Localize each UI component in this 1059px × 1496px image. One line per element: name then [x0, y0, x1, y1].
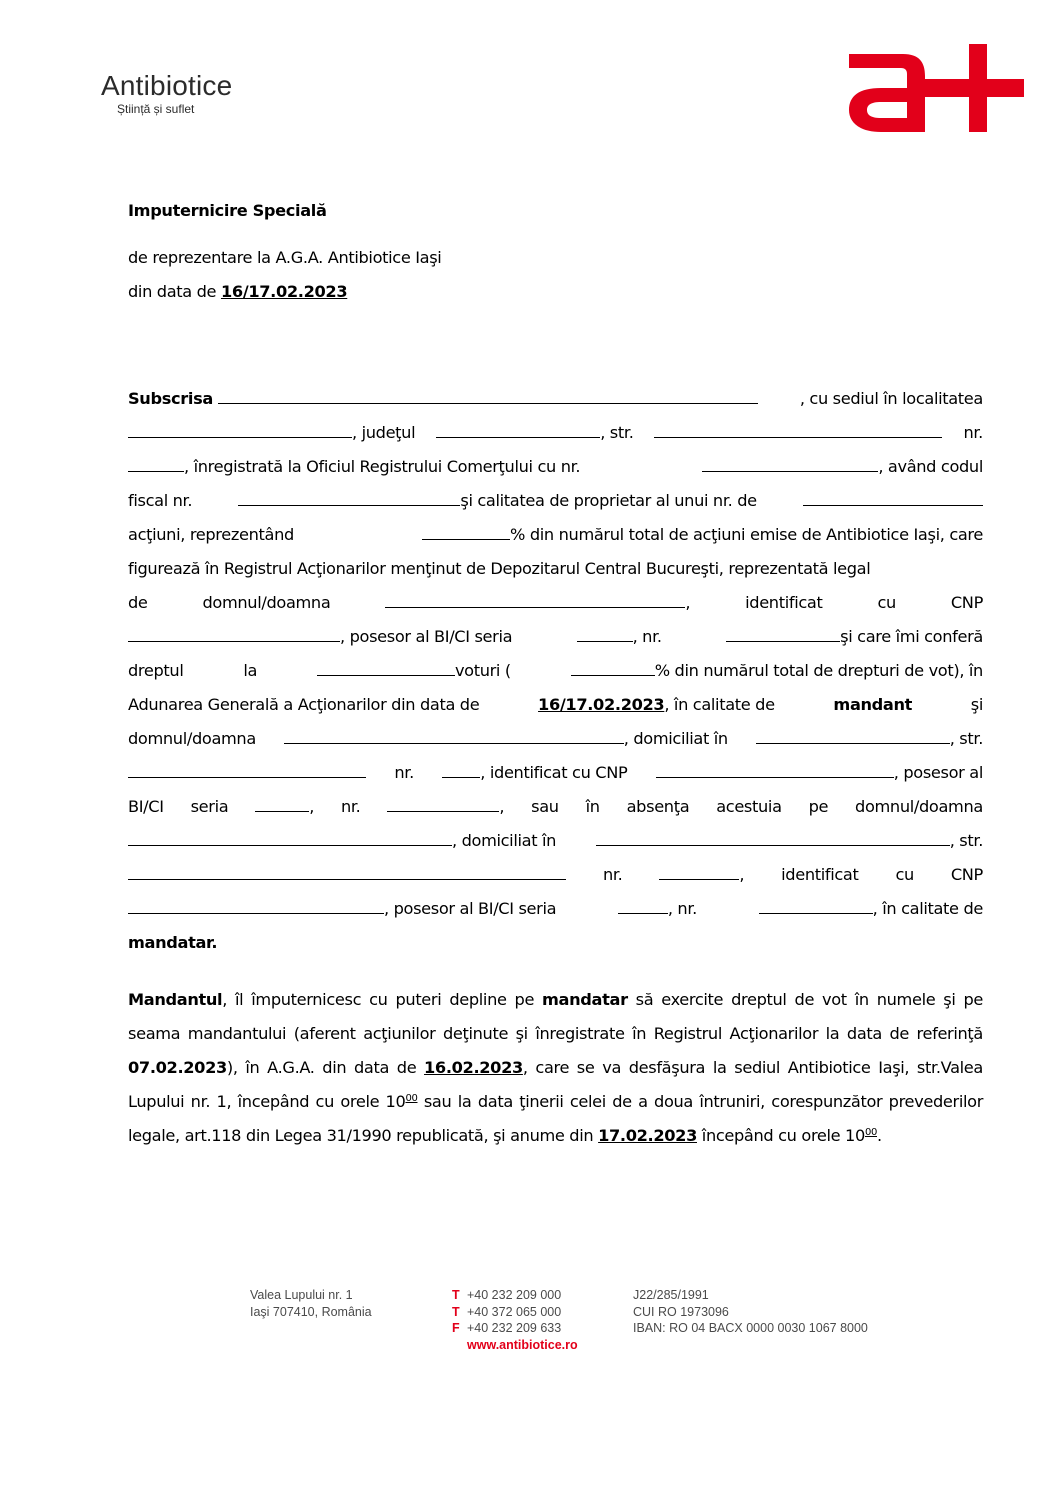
form-text: şi calitatea de proprietar al unui nr. de: [460, 491, 757, 510]
mandatar-street-field[interactable]: [128, 763, 366, 778]
street-field[interactable]: [654, 423, 942, 438]
substitute-domicile-field[interactable]: [596, 831, 950, 846]
document-title: Imputernicire Specială: [128, 201, 327, 220]
meeting-date: 16/17.02.2023: [538, 695, 665, 714]
fax-label: F: [452, 1321, 460, 1335]
form-text: BI/CI: [128, 797, 164, 816]
form-text: , domiciliat în: [452, 831, 557, 850]
mandantul-label: Mandantul: [128, 990, 223, 1009]
mandant-label: mandant: [833, 695, 913, 714]
tax-id: CUI RO 1973096: [633, 1304, 729, 1319]
form-text: , posesor al: [893, 763, 983, 782]
form-text: pe: [808, 797, 829, 816]
form-text: acestuia: [716, 797, 782, 816]
cnp-field[interactable]: [128, 627, 340, 642]
reference-date: 07.02.2023: [128, 1058, 227, 1077]
phone-label: T: [452, 1304, 460, 1319]
substitute-street-field[interactable]: [128, 865, 566, 880]
form-text: CNP: [950, 865, 983, 884]
iban: IBAN: RO 04 BACX 0000 0030 1067 8000: [633, 1321, 868, 1335]
form-text: , înregistrată la Oficiul Registrului Comerţului cu nr.: [184, 457, 581, 476]
legal-representative-field[interactable]: [385, 593, 685, 608]
footer-contact: [452, 1287, 578, 1353]
mandatar-term: mandatar: [542, 990, 628, 1009]
form-text: şi: [970, 695, 983, 714]
form-line: [128, 624, 983, 658]
form-text: nr.: [602, 865, 623, 884]
form-text: ,: [499, 797, 505, 816]
paragraph-text: ), în A.G.A. din data de: [226, 1058, 425, 1077]
form-text: , identificat cu CNP: [480, 763, 628, 782]
footer-address: [250, 1287, 372, 1320]
form-text: , posesor al BI/CI seria: [384, 899, 557, 918]
form-text: , nr.: [632, 627, 662, 646]
registry-code: J22/285/1991: [633, 1288, 709, 1302]
fiscal-code-field[interactable]: [238, 491, 460, 506]
form-text: , posesor al BI/CI seria: [340, 627, 513, 646]
form-text: identificat: [745, 593, 823, 612]
a-plus-logo-icon: [845, 40, 1025, 140]
paragraph-text: începând cu orele 10: [697, 1126, 865, 1145]
form-text: în: [585, 797, 600, 816]
form-text: ,: [685, 593, 691, 612]
substitute-name-field[interactable]: [128, 831, 452, 846]
form-text: , domiciliat în: [623, 729, 728, 748]
form-text: Adunarea Generală a Acţionarilor din data de: [128, 695, 480, 714]
form-line: [128, 692, 983, 726]
first-meeting-date: 16.02.2023: [424, 1058, 523, 1077]
form-text: acţiuni, reprezentând: [128, 525, 294, 544]
form-text: , cu sediul în localitatea: [799, 389, 983, 408]
form-text: , str.: [600, 423, 634, 442]
mandatar-id-number-field[interactable]: [387, 797, 499, 812]
votes-field[interactable]: [317, 661, 455, 676]
document-date-line: [128, 282, 983, 301]
form-text: dreptul: [128, 661, 184, 680]
form-text: , în calitate de: [872, 899, 983, 918]
paragraph-text: să exercite dreptul de vot în numele şi pe seama mandantului (aferent acţiunilor deţinute şi înregistrate în Registrul Acţionarilor la data de referinţă: [128, 990, 983, 1043]
form-text: voturi (: [454, 661, 511, 680]
form-text: , str.: [949, 729, 983, 748]
form-line: [128, 420, 983, 454]
mandatar-cnp-field[interactable]: [656, 763, 894, 778]
time-superscript: 00: [864, 1127, 877, 1138]
street-number-field[interactable]: [128, 457, 184, 472]
form-line: [128, 590, 983, 624]
meeting-date: 16/17.02.2023: [220, 282, 348, 301]
brand-name: Antibiotice: [101, 70, 233, 101]
form-line: [128, 794, 983, 828]
form-line: [128, 658, 983, 692]
form-line: [128, 760, 983, 794]
form-text: , str.: [949, 831, 983, 850]
form-text: ,: [309, 797, 315, 816]
company-name-field[interactable]: [218, 389, 758, 404]
form-line: [128, 896, 983, 930]
locality-field[interactable]: [128, 423, 352, 438]
brand-tagline: Știință și suflet: [117, 102, 195, 116]
form-text: % din numărul total de acţiuni emise de Antibiotice Iaşi, care: [510, 525, 983, 544]
fax-number: +40 232 209 633: [467, 1321, 562, 1335]
website-link[interactable]: www.antibiotice.ro: [467, 1337, 578, 1352]
address-line: Iaşi 707410, România: [250, 1304, 372, 1319]
mandatar-domicile-field[interactable]: [756, 729, 950, 744]
subscrisa-label: Subscrisa: [128, 389, 213, 408]
county-field[interactable]: [436, 423, 600, 438]
paragraph-text: sau la data ţinerii celei de a doua întruniri, corespunzător prevederilor legale, art.118 din Legea 31/1990 republicată, şi anume din: [128, 1092, 983, 1145]
shares-count-field[interactable]: [803, 491, 983, 506]
document-subtitle: de reprezentare la A.G.A. Antibiotice Iaşi: [128, 248, 442, 267]
brand-block: [101, 70, 232, 116]
form-text: absenţa: [626, 797, 690, 816]
form-text: CNP: [950, 593, 983, 612]
form-line: [128, 488, 983, 522]
second-meeting-date: 17.02.2023: [598, 1126, 697, 1145]
form-line: [128, 862, 983, 896]
date-prefix: din data de: [128, 282, 217, 301]
form-line: [128, 386, 983, 420]
substitute-id-number-field[interactable]: [759, 899, 873, 914]
form-text: sau: [531, 797, 559, 816]
form-text: seria: [190, 797, 229, 816]
form-text: , în calitate de: [664, 695, 775, 714]
substitute-number-field[interactable]: [659, 865, 739, 880]
substitute-id-series-field[interactable]: [618, 899, 668, 914]
proxy-form: [128, 386, 983, 964]
form-text: de: [128, 593, 148, 612]
phone-number: +40 372 065 000: [467, 1304, 562, 1319]
registry-number-field[interactable]: [702, 457, 878, 472]
form-line: [128, 828, 983, 862]
footer-registration: [633, 1287, 868, 1337]
mandate-paragraph: [128, 983, 983, 1153]
id-series-field[interactable]: [577, 627, 633, 642]
form-text: identificat: [781, 865, 859, 884]
form-text: nr.: [394, 763, 414, 782]
form-text: , având codul: [878, 457, 983, 476]
form-text: la: [243, 661, 258, 680]
time-superscript: 00: [405, 1093, 418, 1104]
form-text: cu: [895, 865, 914, 884]
paragraph-text: , care se va desfăşura la sediul Antibiotice Iaşi, str.Valea Lupului nr. 1, începând cu orele 10: [128, 1058, 983, 1111]
form-text: % din numărul total de drepturi de vot), în: [654, 661, 983, 680]
form-text: , judeţul: [352, 423, 416, 442]
form-text: nr.: [963, 423, 983, 442]
mandatar-name-field[interactable]: [284, 729, 624, 744]
mandatar-label: mandatar.: [128, 933, 218, 952]
form-text: domnul/doamna: [202, 593, 331, 612]
phone-label: T: [452, 1288, 460, 1302]
form-text: şi care îmi conferă: [840, 627, 983, 646]
mandatar-id-series-field[interactable]: [255, 797, 309, 812]
form-line: [128, 522, 983, 556]
form-line: figurează în Registrul Acţionarilor menţinut de Depozitarul Central Bucureşti, reprezentată legal: [128, 559, 871, 578]
paragraph-text: .: [877, 1126, 882, 1145]
address-line: Valea Lupului nr. 1: [250, 1288, 353, 1302]
form-text: domnul/doamna: [128, 729, 256, 748]
form-text: , nr.: [667, 899, 697, 918]
paragraph-text: , îl împuternicesc cu puteri depline pe: [222, 990, 543, 1009]
form-text: cu: [877, 593, 896, 612]
id-number-field[interactable]: [726, 627, 840, 642]
percent-shares-field[interactable]: [422, 525, 510, 540]
mandatar-number-field[interactable]: [442, 763, 480, 778]
substitute-cnp-field[interactable]: [128, 899, 384, 914]
form-text: nr.: [340, 797, 361, 816]
form-text: domnul/doamna: [855, 797, 983, 816]
phone-number: +40 232 209 000: [467, 1288, 562, 1302]
form-text: fiscal nr.: [128, 491, 193, 510]
percent-votes-field[interactable]: [571, 661, 655, 676]
form-line: [128, 726, 983, 760]
form-line: [128, 454, 983, 488]
form-text: ,: [739, 865, 745, 884]
